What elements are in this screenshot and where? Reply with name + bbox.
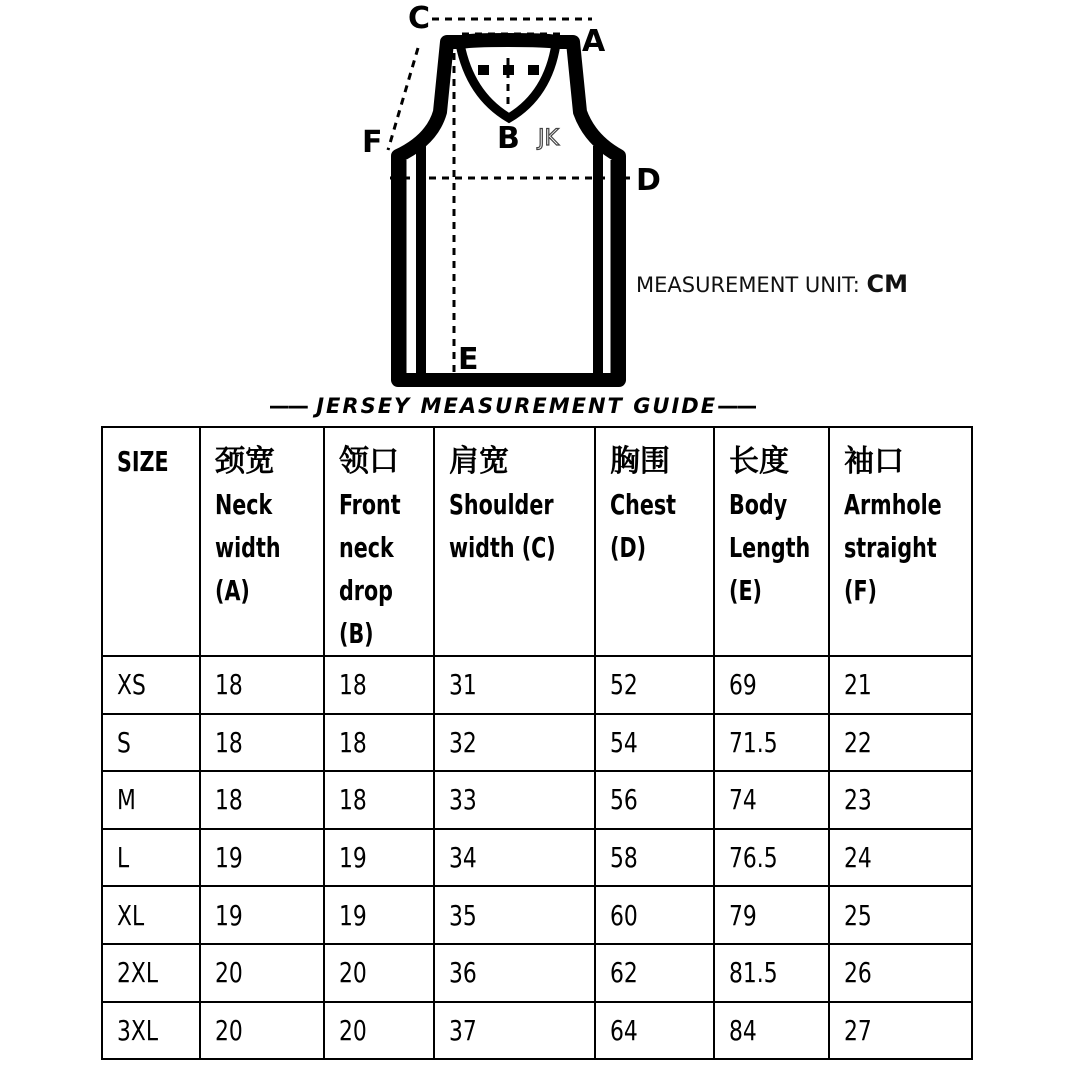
table-row xyxy=(102,714,972,772)
size-cell xyxy=(102,944,200,1002)
measurement-cell xyxy=(434,944,595,1002)
cell-value: 20 xyxy=(339,1013,367,1047)
measurement-cell xyxy=(714,944,829,1002)
cell-value: 36 xyxy=(449,956,477,990)
measurement-cell xyxy=(595,771,714,829)
measurement-cell xyxy=(714,829,829,887)
measurement-cell xyxy=(200,771,324,829)
cell-value: 35 xyxy=(449,898,477,932)
table-row xyxy=(102,829,972,887)
column-header-en: SIZE xyxy=(117,445,169,478)
column-header-en: Chest (D) xyxy=(610,488,677,564)
column-header xyxy=(324,427,434,656)
cell-value: 74 xyxy=(729,783,757,817)
column-header-en: Neck width (A) xyxy=(215,488,281,607)
cell-value: 20 xyxy=(215,1013,243,1047)
tag-dot xyxy=(528,65,539,75)
measurement-cell xyxy=(829,714,972,772)
cell-value: 18 xyxy=(339,783,367,817)
cell-value: M xyxy=(117,783,136,817)
v-neck xyxy=(460,44,556,118)
table-header-row xyxy=(102,427,972,656)
cell-value: 58 xyxy=(610,841,638,875)
cell-value: 19 xyxy=(215,841,243,875)
column-header-en: Front neck drop (B) xyxy=(339,488,401,650)
measurement-cell xyxy=(200,886,324,944)
table-row xyxy=(102,656,972,714)
size-table xyxy=(101,426,973,1060)
cell-value: 37 xyxy=(449,1013,477,1047)
cell-value: XS xyxy=(117,668,146,702)
measurement-cell xyxy=(595,944,714,1002)
measurement-cell xyxy=(714,771,829,829)
cell-value: 2XL xyxy=(117,956,159,990)
cell-value: 69 xyxy=(729,668,757,702)
measurement-cell xyxy=(324,886,434,944)
measurement-cell xyxy=(829,886,972,944)
label-b: B xyxy=(497,121,520,156)
cell-value: 71.5 xyxy=(729,725,778,759)
cell-value: S xyxy=(117,725,131,759)
cell-value: 31 xyxy=(449,668,477,702)
guide-title xyxy=(0,394,1024,418)
measurement-cell xyxy=(595,1002,714,1060)
cell-value: 26 xyxy=(844,956,872,990)
unit-value: CM xyxy=(866,270,908,298)
measurement-cell xyxy=(434,656,595,714)
measurement-cell xyxy=(714,714,829,772)
measurement-cell xyxy=(324,944,434,1002)
dim-line-f xyxy=(388,48,418,150)
column-header xyxy=(595,427,714,656)
measurement-cell xyxy=(829,771,972,829)
cell-value: 54 xyxy=(610,725,638,759)
measurement-cell xyxy=(434,771,595,829)
cell-value: 22 xyxy=(844,725,872,759)
cell-value: 18 xyxy=(215,725,243,759)
measurement-cell xyxy=(714,656,829,714)
column-header xyxy=(829,427,972,656)
cell-value: 62 xyxy=(610,956,638,990)
title-dashes-left: —— xyxy=(268,394,307,418)
cell-value: 60 xyxy=(610,898,638,932)
measurement-cell xyxy=(829,944,972,1002)
measurement-cell xyxy=(324,1002,434,1060)
column-header-en: Body Length (E) xyxy=(729,488,811,607)
cell-value: 20 xyxy=(339,956,367,990)
cell-value: 23 xyxy=(844,783,872,817)
jersey-diagram xyxy=(0,0,1080,400)
measurement-cell xyxy=(829,1002,972,1060)
measurement-cell xyxy=(200,829,324,887)
measurement-unit xyxy=(636,270,908,298)
cell-value: 76.5 xyxy=(729,841,778,875)
label-e: E xyxy=(458,342,479,377)
cell-value: L xyxy=(117,841,130,875)
measurement-cell xyxy=(434,886,595,944)
measurement-cell xyxy=(200,944,324,1002)
column-header-cn: 胸围 xyxy=(610,444,670,479)
measurement-cell xyxy=(324,829,434,887)
cell-value: 79 xyxy=(729,898,757,932)
cell-value: 27 xyxy=(844,1013,872,1047)
size-cell xyxy=(102,829,200,887)
measurement-cell xyxy=(595,714,714,772)
column-header-cn: 领口 xyxy=(339,444,399,479)
cell-value: 56 xyxy=(610,783,638,817)
label-c: C xyxy=(408,1,431,36)
measurement-cell xyxy=(714,886,829,944)
measurement-cell xyxy=(829,829,972,887)
measurement-cell xyxy=(595,829,714,887)
cell-value: 81.5 xyxy=(729,956,778,990)
cell-value: 19 xyxy=(339,841,367,875)
column-header xyxy=(102,427,200,656)
measurement-cell xyxy=(200,1002,324,1060)
cell-value: 25 xyxy=(844,898,872,932)
size-cell xyxy=(102,714,200,772)
cell-value: 18 xyxy=(339,668,367,702)
column-header-cn: 肩宽 xyxy=(449,444,509,479)
unit-label: MEASUREMENT UNIT: xyxy=(636,273,867,297)
cell-value: 3XL xyxy=(117,1013,159,1047)
cell-value: 64 xyxy=(610,1013,638,1047)
column-header xyxy=(200,427,324,656)
cell-value: 18 xyxy=(215,783,243,817)
column-header xyxy=(714,427,829,656)
measurement-cell xyxy=(434,1002,595,1060)
column-header-cn: 颈宽 xyxy=(215,444,275,479)
cell-value: 18 xyxy=(215,668,243,702)
table-row xyxy=(102,944,972,1002)
cell-value: 18 xyxy=(339,725,367,759)
measurement-cell xyxy=(200,656,324,714)
size-cell xyxy=(102,1002,200,1060)
label-a: A xyxy=(582,24,606,59)
column-header-cn: 袖口 xyxy=(844,444,904,479)
measurement-cell xyxy=(434,714,595,772)
cell-value: 24 xyxy=(844,841,872,875)
tag-dot xyxy=(478,65,489,75)
measurement-cell xyxy=(595,656,714,714)
label-d: D xyxy=(636,163,661,198)
column-header-cn: 长度 xyxy=(729,444,789,479)
column-header xyxy=(434,427,595,656)
title-dashes-right: —— xyxy=(717,394,756,418)
table-row xyxy=(102,771,972,829)
measurement-cell xyxy=(714,1002,829,1060)
jersey-illustration xyxy=(0,0,1080,400)
cell-value: 21 xyxy=(844,668,872,702)
cell-value: 32 xyxy=(449,725,477,759)
table-row xyxy=(102,1002,972,1060)
column-header-en: Shoulder width (C) xyxy=(449,488,556,564)
measurement-cell xyxy=(324,714,434,772)
title-text: JERSEY MEASUREMENT GUIDE xyxy=(316,394,718,418)
size-cell xyxy=(102,886,200,944)
measurement-cell xyxy=(829,656,972,714)
label-f: F xyxy=(362,125,383,160)
cell-value: 19 xyxy=(215,898,243,932)
cell-value: 84 xyxy=(729,1013,757,1047)
cell-value: XL xyxy=(117,898,145,932)
cell-value: 19 xyxy=(339,898,367,932)
size-cell xyxy=(102,656,200,714)
jk-logo-icon: JK xyxy=(538,126,559,151)
table-row xyxy=(102,886,972,944)
table-body xyxy=(102,656,972,1059)
cell-value: 20 xyxy=(215,956,243,990)
size-cell xyxy=(102,771,200,829)
measurement-cell xyxy=(324,771,434,829)
cell-value: 52 xyxy=(610,668,638,702)
cell-value: 33 xyxy=(449,783,477,817)
cell-value: 34 xyxy=(449,841,477,875)
measurement-cell xyxy=(434,829,595,887)
measurement-cell xyxy=(324,656,434,714)
measurement-cell xyxy=(200,714,324,772)
measurement-cell xyxy=(595,886,714,944)
column-header-en: Armhole straight (F) xyxy=(844,488,942,607)
